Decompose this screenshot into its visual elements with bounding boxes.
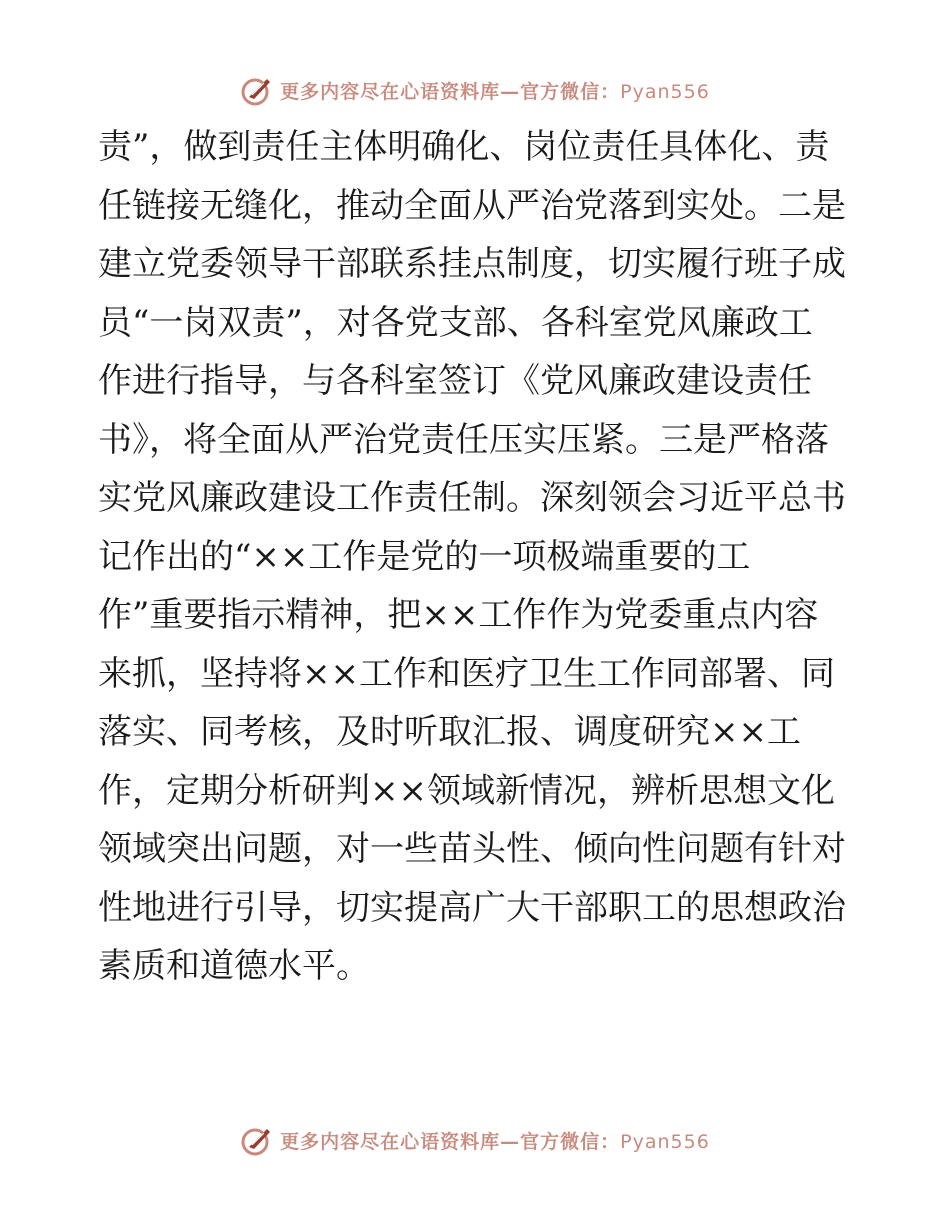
watermark-text: 更多内容尽在心语资料库—官方微信：Pyan556 (280, 80, 710, 103)
text-line: 实党风廉政建设工作责任制。深刻领会习近平总书 (98, 478, 846, 518)
text-line: 作”重要指示精神，把××工作作为党委重点内容 (98, 595, 819, 635)
text-line: 落实、同考核，及时听取汇报、调度研究××工 (98, 712, 801, 752)
footer-watermark (0, 1120, 950, 1160)
text-line: 书》，将全面从严治党责任压实压紧。三是严格落 (98, 419, 829, 460)
document-body (98, 118, 858, 996)
text-line: 领域突出问题，对一些苗头性、倾向性问题有针对 (98, 829, 846, 869)
watermark-account: Pyan556 (620, 80, 710, 103)
text-line: 性地进行引导，切实提高广大干部职工的思想政治 (98, 887, 846, 928)
text-line: 建立党委领导干部联系挂点制度，切实履行班子成 (98, 244, 846, 284)
feather-pen-seal-icon (240, 73, 274, 107)
text-line: 作，定期分析研判××领域新情况，辨析思想文化 (98, 770, 835, 811)
header-watermark (0, 70, 950, 110)
feather-pen-seal-icon (240, 1123, 274, 1157)
text-line: 员“一岗双责”，对各党支部、各科室党风廉政工 (98, 302, 813, 343)
text-line: 责”，做到责任主体明确化、岗位责任具体化、责 (98, 127, 830, 167)
text-line: 作进行指导，与各科室签订《党风廉政建设责任 (98, 361, 812, 401)
watermark-account: Pyan556 (620, 1130, 710, 1153)
text-line: 来抓，坚持将××工作和医疗卫生工作同部署、同 (98, 653, 835, 694)
text-line: 任链接无缝化，推动全面从严治党落到实处。二是 (98, 185, 846, 226)
text-line: 记作出的“××工作是党的一项极端重要的工 (98, 536, 751, 577)
watermark-text: 更多内容尽在心语资料库—官方微信：Pyan556 (280, 1130, 710, 1153)
text-line: 素质和道德水平。 (98, 946, 370, 986)
